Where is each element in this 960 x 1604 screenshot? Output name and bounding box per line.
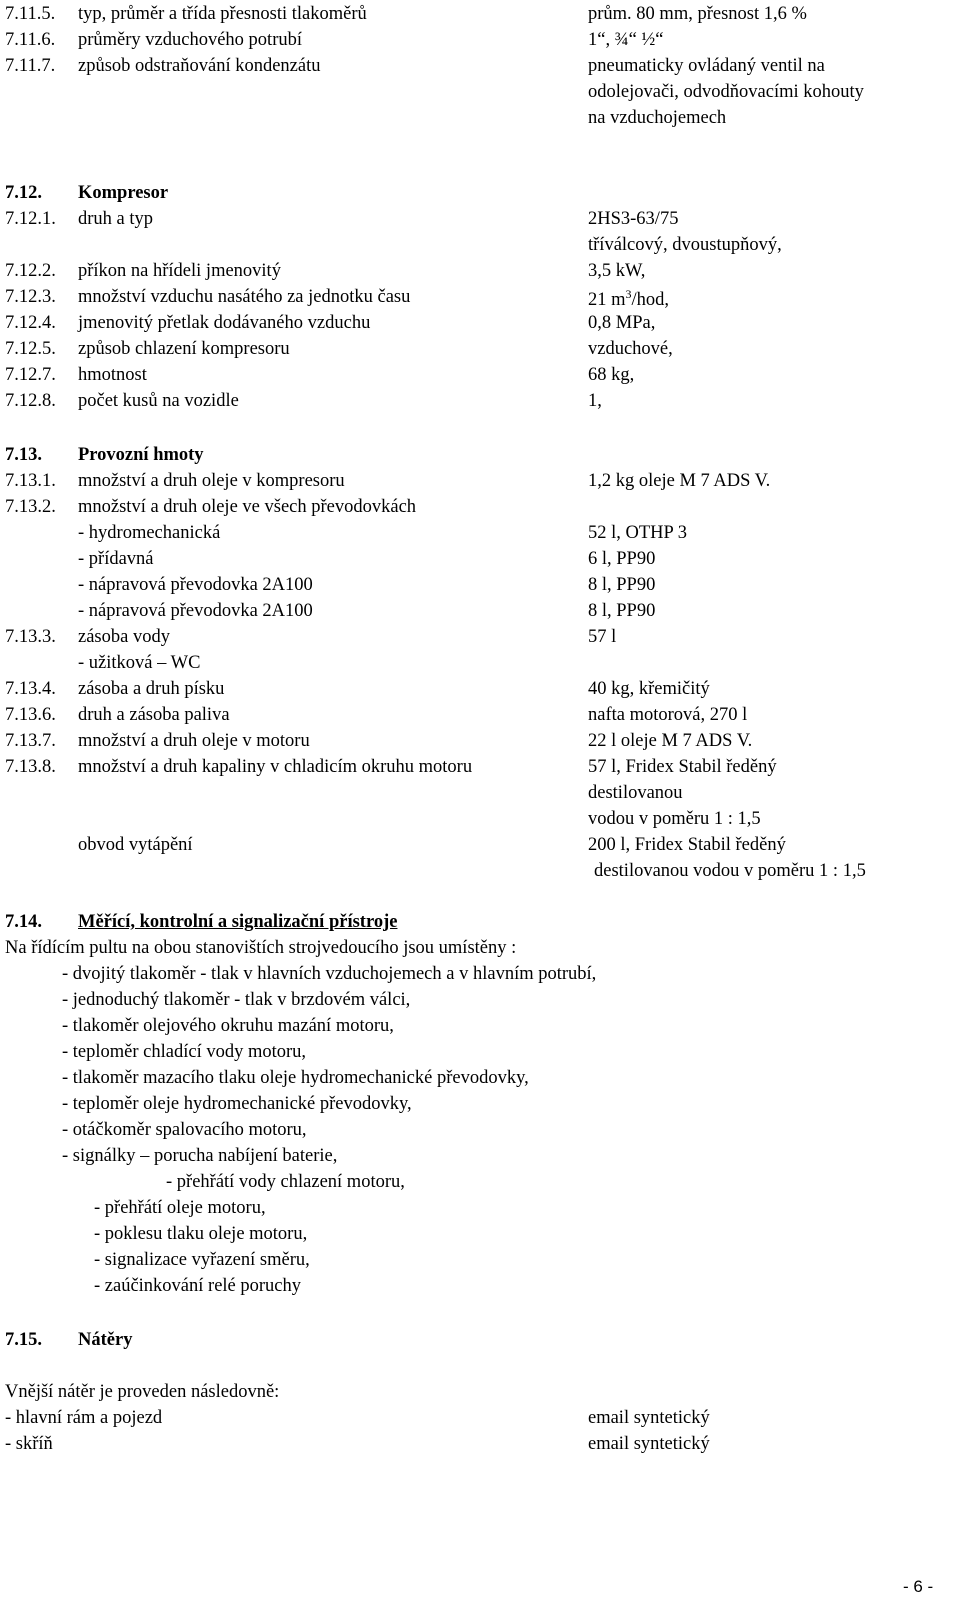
section-heading: Provozní hmoty [78, 445, 204, 465]
section-number: 7.11.5. [5, 4, 56, 24]
row-value: prům. 80 mm, přesnost 1,6 % [588, 4, 807, 24]
section-number: 7.13.8. [5, 757, 56, 777]
row-label: množství a druh oleje ve všech převodovkách [78, 497, 417, 517]
row-label: jmenovitý přetlak dodávaného vzduchu [78, 313, 371, 333]
section-number: 7.15. [5, 1330, 42, 1350]
paragraph-intro: Na řídícím pultu na obou stanovištích strojvedoucího jsou umístěny : [5, 938, 517, 958]
section-heading: Kompresor [78, 183, 169, 203]
row-label: druh a typ [78, 209, 154, 229]
list-item: - jednoduchý tlakoměr - tlak v brzdovém válci, [62, 990, 411, 1010]
list-item: - teploměr chladící vody motoru, [62, 1042, 307, 1062]
list-item: - tlakoměr mazacího tlaku oleje hydromechanické převodovky, [62, 1068, 529, 1088]
row-label: druh a zásoba paliva [78, 705, 230, 725]
list-item: - tlakoměr olejového okruhu mazání motoru, [62, 1016, 394, 1036]
section-number: 7.12.5. [5, 339, 56, 359]
row-value: destilovanou [588, 783, 683, 803]
sub-list-item: - zaúčinkování relé poruchy [94, 1276, 302, 1296]
row-label: zásoba a druh písku [78, 679, 225, 699]
row-value: email syntetický [588, 1434, 710, 1454]
list-item: - signálky – porucha nabíjení baterie, [62, 1146, 338, 1166]
row-value: vzduchové, [588, 339, 673, 359]
page-number: - 6 - [903, 1577, 934, 1596]
row-value: vodou v poměru 1 : 1,5 [588, 809, 761, 829]
paragraph-intro: Vnější nátěr je proveden následovně: [5, 1382, 280, 1402]
row-value: 8 l, PP90 [588, 601, 656, 621]
row-label: množství a druh kapaliny v chladicím okruhu motoru [78, 757, 473, 777]
row-value: 1, [588, 391, 602, 411]
row-label: - hydromechanická [78, 523, 221, 543]
row-label: - nápravová převodovka 2A100 [78, 575, 313, 595]
row-label: obvod vytápění [78, 835, 193, 855]
row-label: zásoba vody [78, 627, 170, 647]
section-number: 7.13.2. [5, 497, 56, 517]
row-value: 2HS3-63/75 [588, 209, 679, 229]
row-value: 6 l, PP90 [588, 549, 656, 569]
section-number: 7.12. [5, 183, 42, 203]
sub-list-item: - přehřátí oleje motoru, [94, 1198, 266, 1218]
row-value: 57 l, Fridex Stabil ředěný [588, 757, 777, 777]
row-value: 0,8 MPa, [588, 313, 656, 333]
row-label: - nápravová převodovka 2A100 [78, 601, 313, 621]
section-number: 7.13. [5, 445, 42, 465]
row-value: odolejovači, odvodňovacími kohouty [588, 82, 864, 102]
section-number: 7.13.6. [5, 705, 56, 725]
row-value: 57 l [588, 627, 617, 647]
row-label: počet kusů na vozidle [78, 391, 239, 411]
list-item: - dvojitý tlakoměr - tlak v hlavních vzduchojemech a v hlavním potrubí, [62, 964, 597, 984]
row-label: - užitková – WC [78, 653, 201, 673]
list-item: - otáčkoměr spalovacího motoru, [62, 1120, 307, 1140]
section-number: 7.13.4. [5, 679, 56, 699]
row-value: 40 kg, křemičitý [588, 679, 710, 699]
list-item: - teploměr oleje hydromechanické převodovky, [62, 1094, 412, 1114]
row-label: hmotnost [78, 365, 147, 385]
section-number: 7.12.8. [5, 391, 56, 411]
row-value: 68 kg, [588, 365, 635, 385]
section-number: 7.14. [5, 912, 42, 932]
section-number: 7.12.1. [5, 209, 56, 229]
section-number: 7.13.3. [5, 627, 56, 647]
value-unit: /hod, [631, 290, 670, 311]
row-value: 3,5 kW, [588, 261, 646, 281]
row-label: způsob chlazení kompresoru [78, 339, 290, 359]
row-value: pneumaticky ovládaný ventil na [588, 56, 825, 76]
row-value: na vzduchojemech [588, 108, 727, 128]
row-label: způsob odstraňování kondenzátu [78, 56, 321, 76]
row-label: množství vzduchu nasátého za jednotku času [78, 287, 411, 307]
row-label: množství a druh oleje v kompresoru [78, 471, 345, 491]
row-value: tříválcový, dvoustupňový, [588, 235, 782, 255]
row-value: 8 l, PP90 [588, 575, 656, 595]
row-label: - hlavní rám a pojezd [5, 1408, 163, 1428]
row-value [588, 288, 669, 310]
section-number: 7.13.7. [5, 731, 56, 751]
section-heading: Měřící, kontrolní a signalizační přístroje [78, 912, 398, 932]
sub-list-item: - poklesu tlaku oleje motoru, [94, 1224, 308, 1244]
row-value: destilovanou vodou v poměru 1 : 1,5 [594, 861, 866, 881]
row-label: - skříň [5, 1434, 53, 1454]
section-number: 7.12.7. [5, 365, 56, 385]
row-value: 200 l, Fridex Stabil ředěný [588, 835, 786, 855]
section-number: 7.11.6. [5, 30, 56, 50]
row-label: - přídavná [78, 549, 154, 569]
row-label: typ, průměr a třída přesnosti tlakoměrů [78, 4, 367, 24]
section-number: 7.12.2. [5, 261, 56, 281]
section-heading: Nátěry [78, 1330, 133, 1350]
row-value: 22 l oleje M 7 ADS V. [588, 731, 753, 751]
value-number: 21 m [588, 290, 626, 311]
row-value: email syntetický [588, 1408, 710, 1428]
sub-list-item: - přehřátí vody chlazení motoru, [166, 1172, 405, 1192]
row-label: průměry vzduchového potrubí [78, 30, 302, 50]
section-number: 7.12.3. [5, 287, 56, 307]
row-value: 1,2 kg oleje M 7 ADS V. [588, 471, 771, 491]
section-number: 7.13.1. [5, 471, 56, 491]
row-value: nafta motorová, 270 l [588, 705, 748, 725]
section-number: 7.12.4. [5, 313, 56, 333]
section-number: 7.11.7. [5, 56, 56, 76]
row-label: množství a druh oleje v motoru [78, 731, 310, 751]
sub-list-item: - signalizace vyřazení směru, [94, 1250, 310, 1270]
row-label: příkon na hřídeli jmenovitý [78, 261, 281, 281]
superscript-exponent: 3 [625, 287, 632, 301]
row-value: 1“, ¾“ ½“ [588, 30, 664, 50]
row-value: 52 l, OTHP 3 [588, 523, 688, 543]
